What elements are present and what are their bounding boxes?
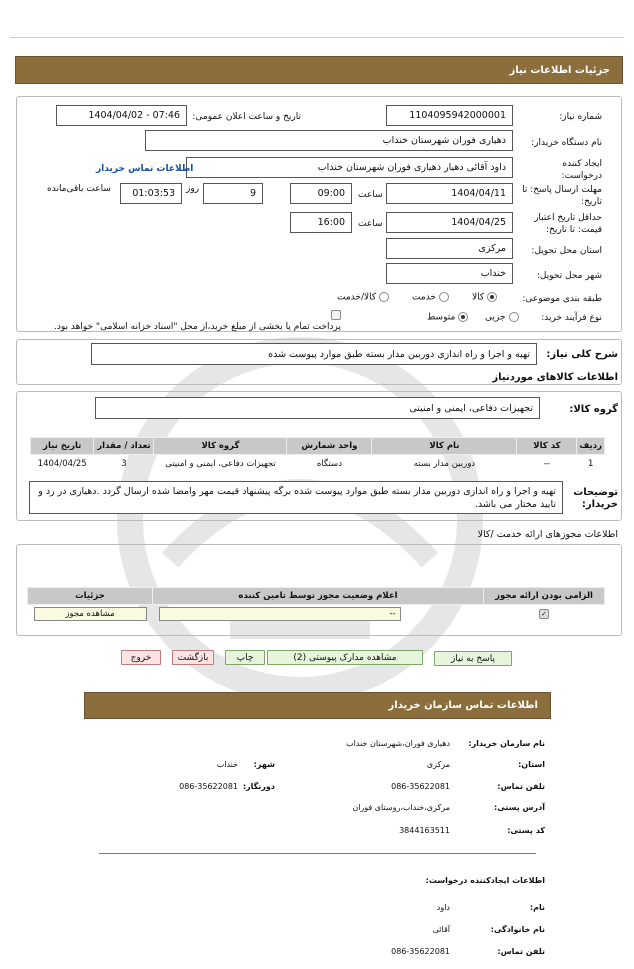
process-radio-minor[interactable] [485, 312, 519, 323]
radio-selected-icon [458, 312, 468, 322]
group-value: تجهیزات دفاعی، ایمنی و امنیتی [409, 402, 533, 414]
permits-table-header [28, 588, 605, 605]
creator-family-label: نام خانوادگی: [490, 925, 545, 934]
permits-title: اطلاعات مجوزهای ارائه خدمت /کالا [477, 529, 618, 540]
buyer-org-label: نام دستگاه خریدار: [531, 138, 602, 148]
contact-address-label: آدرس پستی: [494, 803, 545, 812]
remaining-label: ساعت باقی‌مانده [47, 184, 111, 194]
province-value: مرکزی [478, 243, 506, 254]
process-option-label: جزیی [485, 312, 506, 323]
contact-org-label: نام سازمان خریدار: [468, 739, 545, 748]
col-required: الزامی بودن ارائه مجوز [484, 588, 605, 605]
contact-city-label: شهر: [253, 760, 275, 769]
table-row [31, 455, 605, 474]
contact-fax-label: دورنگار: [242, 782, 275, 791]
announce-label: تاریخ و ساعت اعلان عمومی: [192, 112, 301, 122]
validity-label: حداقل تاریخ اعتبار قیمت: تا تاریخ: [534, 213, 602, 235]
validity-date-value: 1404/04/25 [451, 217, 506, 228]
creator-value: داود آقائی دهیار دهیاری فوران شهرستان خنداب [317, 162, 506, 173]
validity-date-field [386, 212, 513, 233]
creator-family-value: آقائی [432, 925, 450, 934]
permits-table [27, 587, 605, 624]
cell-date: 1404/04/25 [37, 459, 87, 469]
table-row [28, 605, 605, 624]
validity-time-label: ساعت [358, 219, 383, 229]
summary-value: تهیه و اجرا و راه اندازی دوربین مدار بسته طبق موارد پیوست شده [268, 348, 530, 360]
category-option-label: خدمت [412, 292, 436, 303]
checkbox-icon [331, 310, 341, 320]
contact-org-value: دهیاری فوران،شهرستان خنداب [346, 739, 450, 748]
days-field [203, 183, 263, 204]
announce-value: 1404/04/02 - 07:46 [88, 110, 180, 121]
col-date: تاریخ نیاز [31, 438, 94, 455]
cell-code: -- [543, 459, 550, 469]
need-number-label: شماره نیاز: [559, 112, 602, 122]
contact-fax-value: 086-35622081 [179, 782, 238, 791]
cell-required [484, 605, 605, 624]
contact-city-value: خنداب [216, 760, 238, 769]
announce-field [56, 105, 187, 126]
category-option-label: کالا/خدمت [337, 292, 377, 303]
back-button[interactable]: بازگشت [172, 650, 214, 665]
print-button[interactable]: چاپ [225, 650, 265, 665]
cell-group: تجهیزات دفاعی، ایمنی و امنیتی [165, 459, 276, 469]
contact-province-value: مرکزی [426, 760, 450, 769]
checkbox-checked-icon: ✓ [539, 609, 549, 619]
remaining-value: 01:03:53 [132, 188, 175, 199]
days-value: 9 [249, 188, 256, 199]
cell-unit: دستگاه [316, 459, 343, 469]
deadline-date-value: 1404/04/11 [451, 188, 506, 199]
validity-time-field [290, 212, 352, 233]
buyer-notes-field [29, 481, 563, 514]
creator-phone-label: تلفن تماس: [497, 947, 545, 956]
cell-name: دوربین مدار بسته [413, 459, 476, 469]
col-group: گروه کالا [154, 438, 287, 455]
creator-label: ایجاد کننده درخواست: [561, 159, 602, 181]
cell-qty: 3 [121, 459, 127, 469]
deadline-time-value: 09:00 [317, 188, 345, 199]
creator-info-title: اطلاعات ایجادکننده درخواست: [425, 876, 545, 885]
attachments-button[interactable]: مشاهده مدارک پیوستی (2) [267, 650, 423, 665]
col-qty: تعداد / مقدار [94, 438, 154, 455]
buyer-notes-label: توضیحات خریدار: [573, 487, 618, 510]
province-field [386, 238, 513, 259]
col-name: نام کالا [372, 438, 517, 455]
contact-phone-value: 086-35622081 [391, 782, 450, 791]
category-option-label: کالا [472, 292, 485, 303]
buyer-org-field [145, 130, 513, 151]
page-header-title: جزئیات اطلاعات نیاز [509, 64, 610, 76]
creator-name-value: داود [436, 903, 450, 912]
summary-label: شرح کلی نیاز: [546, 349, 618, 360]
group-field [95, 397, 540, 419]
cell-status [153, 605, 484, 624]
city-label: شهر محل تحویل: [536, 271, 602, 281]
deadline-time-field [290, 183, 352, 204]
radio-icon [379, 292, 389, 302]
col-status: اعلام وضعیت مجوز توسط تامین کننده [153, 588, 484, 605]
radio-selected-icon [487, 292, 497, 302]
goods-table [30, 437, 605, 473]
days-label: روز [186, 184, 200, 194]
need-number-value: 1104095942000001 [409, 110, 506, 121]
page-header [15, 56, 623, 84]
buyer-notes-value: تهیه و اجرا و راه اندازی دوربین مدار بسته طبق موارد پیوست شده برگه پیشنهاد قیمت مهر وامضا شده ارسال گردد .دهیاری در رد و تایید مختار می باشد. [38, 486, 556, 510]
summary-field [91, 343, 537, 365]
contact-header-title: اطلاعات تماس سازمان خریدار [388, 700, 538, 711]
group-label: گروه کالا: [569, 404, 618, 415]
radio-icon [509, 312, 519, 322]
cell-details [28, 605, 153, 624]
category-radio-both[interactable] [337, 292, 389, 303]
contact-buyer-link[interactable]: اطلاعات تماس خریدار [96, 164, 194, 174]
city-field [386, 263, 513, 284]
creator-field [186, 157, 513, 178]
category-label: طبقه بندی موضوعی: [522, 294, 602, 304]
buyer-org-value: دهیاری فوران شهرستان خنداب [382, 135, 506, 146]
province-label: استان محل تحویل: [531, 246, 602, 256]
contact-province-label: استان: [518, 760, 545, 769]
contact-postal-label: کد پستی: [507, 826, 545, 835]
cell-row: 1 [588, 459, 594, 469]
top-divider [10, 37, 624, 38]
creator-name-label: نام: [529, 903, 545, 912]
process-option-label: متوسط [427, 312, 456, 323]
need-number-field [386, 105, 513, 126]
city-value: خنداب [480, 268, 506, 279]
deadline-label: مهلت ارسال پاسخ: تا تاریخ: [522, 185, 602, 207]
process-label: نوع فرآیند خرید: [541, 313, 602, 323]
radio-icon [439, 292, 449, 302]
permit-status-field: -- [159, 607, 401, 621]
remaining-field [120, 183, 182, 204]
col-row: ردیف [577, 438, 605, 455]
contact-header [84, 692, 551, 719]
view-permit-button[interactable]: مشاهده مجوز [34, 607, 147, 621]
payment-note: پرداخت تمام یا بخشی از مبلغ خرید،از محل "اسناد خزانه اسلامی" خواهد بود. [54, 321, 342, 332]
col-code: کد کالا [517, 438, 577, 455]
creator-phone-value: 086-35622081 [391, 947, 450, 956]
col-unit: واحد شمارش [287, 438, 372, 455]
payment-checkbox[interactable] [54, 310, 341, 332]
category-radio-service[interactable] [412, 292, 449, 303]
col-details: جزئیات [28, 588, 153, 605]
contact-postal-value: 3844163511 [399, 826, 450, 835]
process-radio-medium[interactable] [427, 312, 468, 323]
goods-table-header [31, 438, 605, 455]
contact-divider [99, 853, 536, 854]
validity-time-value: 16:00 [317, 217, 345, 228]
deadline-date-field [386, 183, 513, 204]
category-radio-goods[interactable] [472, 292, 497, 303]
deadline-time-label: ساعت [358, 190, 383, 200]
contact-address-value: مرکزی،خنداب،روستای فوران [352, 803, 450, 812]
reply-button[interactable]: پاسخ به نیاز [434, 651, 512, 666]
contact-phone-label: تلفن تماس: [497, 782, 545, 791]
exit-button[interactable]: خروج [121, 650, 161, 665]
goods-title: اطلاعات کالاهای موردنیاز [492, 372, 618, 383]
